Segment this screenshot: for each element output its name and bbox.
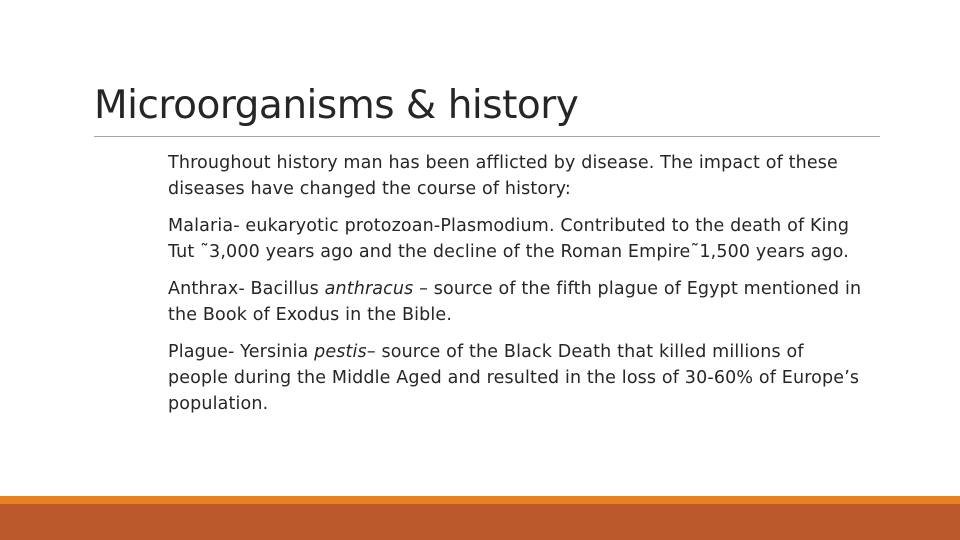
anthrax-species-italic: anthracus bbox=[324, 279, 414, 299]
plague-text-end: – source of the Black Death that killed millions of people during the Middle Aged and resulted in the loss of 30-60% of Europe’s population. bbox=[168, 342, 860, 414]
slide-body bbox=[168, 150, 868, 428]
paragraph-malaria bbox=[168, 213, 868, 265]
paragraph-intro bbox=[168, 150, 868, 202]
slide-title: Microorganisms & history bbox=[94, 83, 579, 128]
footer-band-orange bbox=[0, 496, 960, 504]
paragraph-anthrax bbox=[168, 276, 868, 328]
title-divider bbox=[94, 136, 880, 137]
plague-species-italic: pestis bbox=[314, 342, 367, 362]
footer-band-rust bbox=[0, 504, 960, 540]
paragraph-intro-text: Throughout history man has been afflicted by disease. The impact of these diseases have changed the course of history: bbox=[168, 153, 838, 199]
anthrax-text-end: – source of the fifth plague of Egypt mentioned in the Book of Exodus in the Bible. bbox=[168, 279, 862, 325]
plague-text-start: Plague- Yersinia bbox=[168, 342, 315, 362]
paragraph-plague bbox=[168, 339, 868, 417]
paragraph-malaria-text: Malaria- eukaryotic protozoan-Plasmodium. Contributed to the death of King Tut ˜3,000 years ago and the decline of the Roman Empire˜1,500 years ago. bbox=[168, 216, 850, 262]
anthrax-text-start: Anthrax- Bacillus bbox=[168, 279, 325, 299]
